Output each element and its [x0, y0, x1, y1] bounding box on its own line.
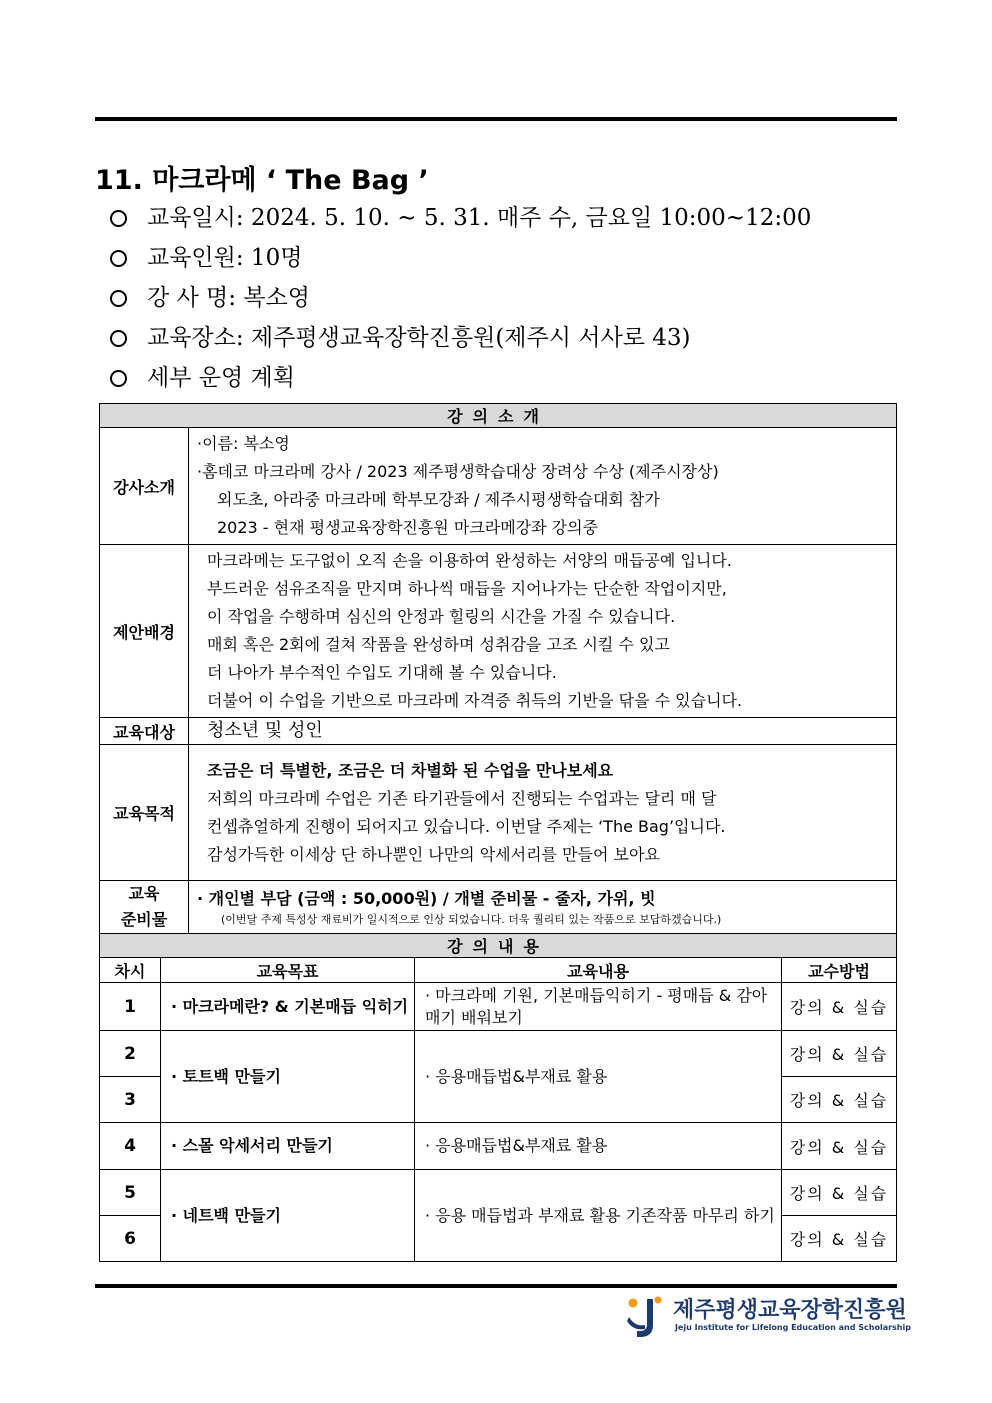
- target-value: 청소년 및 성인: [189, 718, 897, 745]
- table-row: 4 · 스몰 악세서리 만들기 · 응용매듭법&부재료 활용 강의 & 실습: [100, 1123, 897, 1170]
- table-row: 3 강의 & 실습: [100, 1077, 897, 1123]
- bullet-location: 교육장소: 제주평생교육장학진흥원(제주시 서사로 43): [108, 318, 811, 358]
- intro-header: 강의소개: [100, 404, 897, 428]
- supplies-text: · 개인별 부담 (금액 : 50,000원) / 개별 준비물 - 줄자, 가위, 빗 (이번달 주제 특성상 재료비가 일시적으로 인상 되었습니다. 더욱 퀄리티 있는 작품으로 보답하겠습니다.): [189, 881, 897, 934]
- col-method-header: 교수방법: [782, 958, 897, 983]
- goal-label: 교육목적: [100, 745, 189, 881]
- info-bullets: [108, 198, 811, 398]
- background-label: 제안배경: [100, 545, 189, 718]
- circle-bullet-icon: [110, 250, 127, 267]
- institute-emblem-icon: [625, 1295, 667, 1339]
- bottom-rule: [95, 1284, 897, 1288]
- background-text: 마크라메는 도구없이 오직 손을 이용하여 완성하는 서양의 매듭공예 입니다. 부드러운 섬유조직을 만지며 하나씩 매듭을 지어나가는 단순한 작업이지만, 이 작업을 수행하며 심신의 안정과 힐링의 시간을 가질 수 있습니다. 매회 혹은 2회에 걸쳐 작품을 완성하며 성취감을 고조 시킬 수 있고 더 나아가 부수적인 수입도 기대해 볼 수 있습니다. 더불어 이 수업을 기반으로 마크라메 자격증 취득의 기반을 닦을 수 있습니다.: [189, 545, 897, 718]
- goal-text: 조금은 더 특별한, 조금은 더 차별화 된 수업을 만나보세요 저희의 마크라메 수업은 기존 타기관들에서 진행되는 수업과는 달리 매 달 컨셉츄얼하게 진행이 되어지고 있습니다. 이번달 주제는 ‘The Bag’입니다. 감성가득한 이세상 단 하나뿐인 나만의 악세서리를 만들어 보아요: [189, 745, 897, 881]
- col-content-header: 교육내용: [415, 958, 782, 983]
- institute-logo: [625, 1293, 911, 1339]
- col-goal-header: 교육목표: [161, 958, 415, 983]
- instructor-label: 강사소개: [100, 428, 189, 545]
- table-row: 5 · 네트백 만들기 · 응용 매듭법과 부재료 활용 기존작품 마무리 하기 강의 & 실습: [100, 1170, 897, 1216]
- circle-bullet-icon: [110, 290, 127, 307]
- table-row: 2 · 토트백 만들기 · 응용매듭법&부재료 활용 강의 & 실습: [100, 1031, 897, 1077]
- institute-name-en: Jeju Institute for Lifelong Education and Scholarship: [675, 1323, 911, 1332]
- table-row: 6 강의 & 실습: [100, 1216, 897, 1262]
- col-session-header: 차시: [100, 958, 161, 983]
- instructor-info: ·이름: 복소영 ·홈데코 마크라메 강사 / 2023 제주평생학습대상 장려상 수상 (제주시장상) 외도초, 아라중 마크라메 학부모강좌 / 제주시평생학습대회 참가 2023 - 현재 평생교육장학진흥원 마크라메강좌 강의중: [189, 428, 897, 545]
- bullet-capacity: 교육인원: 10명: [108, 238, 811, 278]
- table-row: 1 · 마크라메란? & 기본매듭 익히기 · 마크라메 기원, 기본매듭익히기 - 평매듭 & 감아매기 배워보기 강의 & 실습: [100, 983, 897, 1031]
- circle-bullet-icon: [110, 210, 127, 227]
- course-plan-table: [99, 403, 897, 1262]
- section-title: 11. 마크라메 ‘ The Bag ’: [95, 165, 429, 196]
- schedule-header: 강의내용: [100, 934, 897, 958]
- institute-name-ko: 제주평생교육장학진흥원: [673, 1298, 907, 1323]
- top-rule: [95, 117, 897, 121]
- target-label: 교육대상: [100, 718, 189, 745]
- circle-bullet-icon: [110, 370, 127, 387]
- supplies-label: 교육 준비물: [100, 881, 189, 934]
- bullet-schedule: 교육일시: 2024. 5. 10. ∼ 5. 31. 매주 수, 금요일 10:00~12:00: [108, 198, 811, 238]
- circle-bullet-icon: [110, 330, 127, 347]
- bullet-plan: 세부 운영 계획: [108, 358, 811, 398]
- bullet-instructor: 강 사 명: 복소영: [108, 278, 811, 318]
